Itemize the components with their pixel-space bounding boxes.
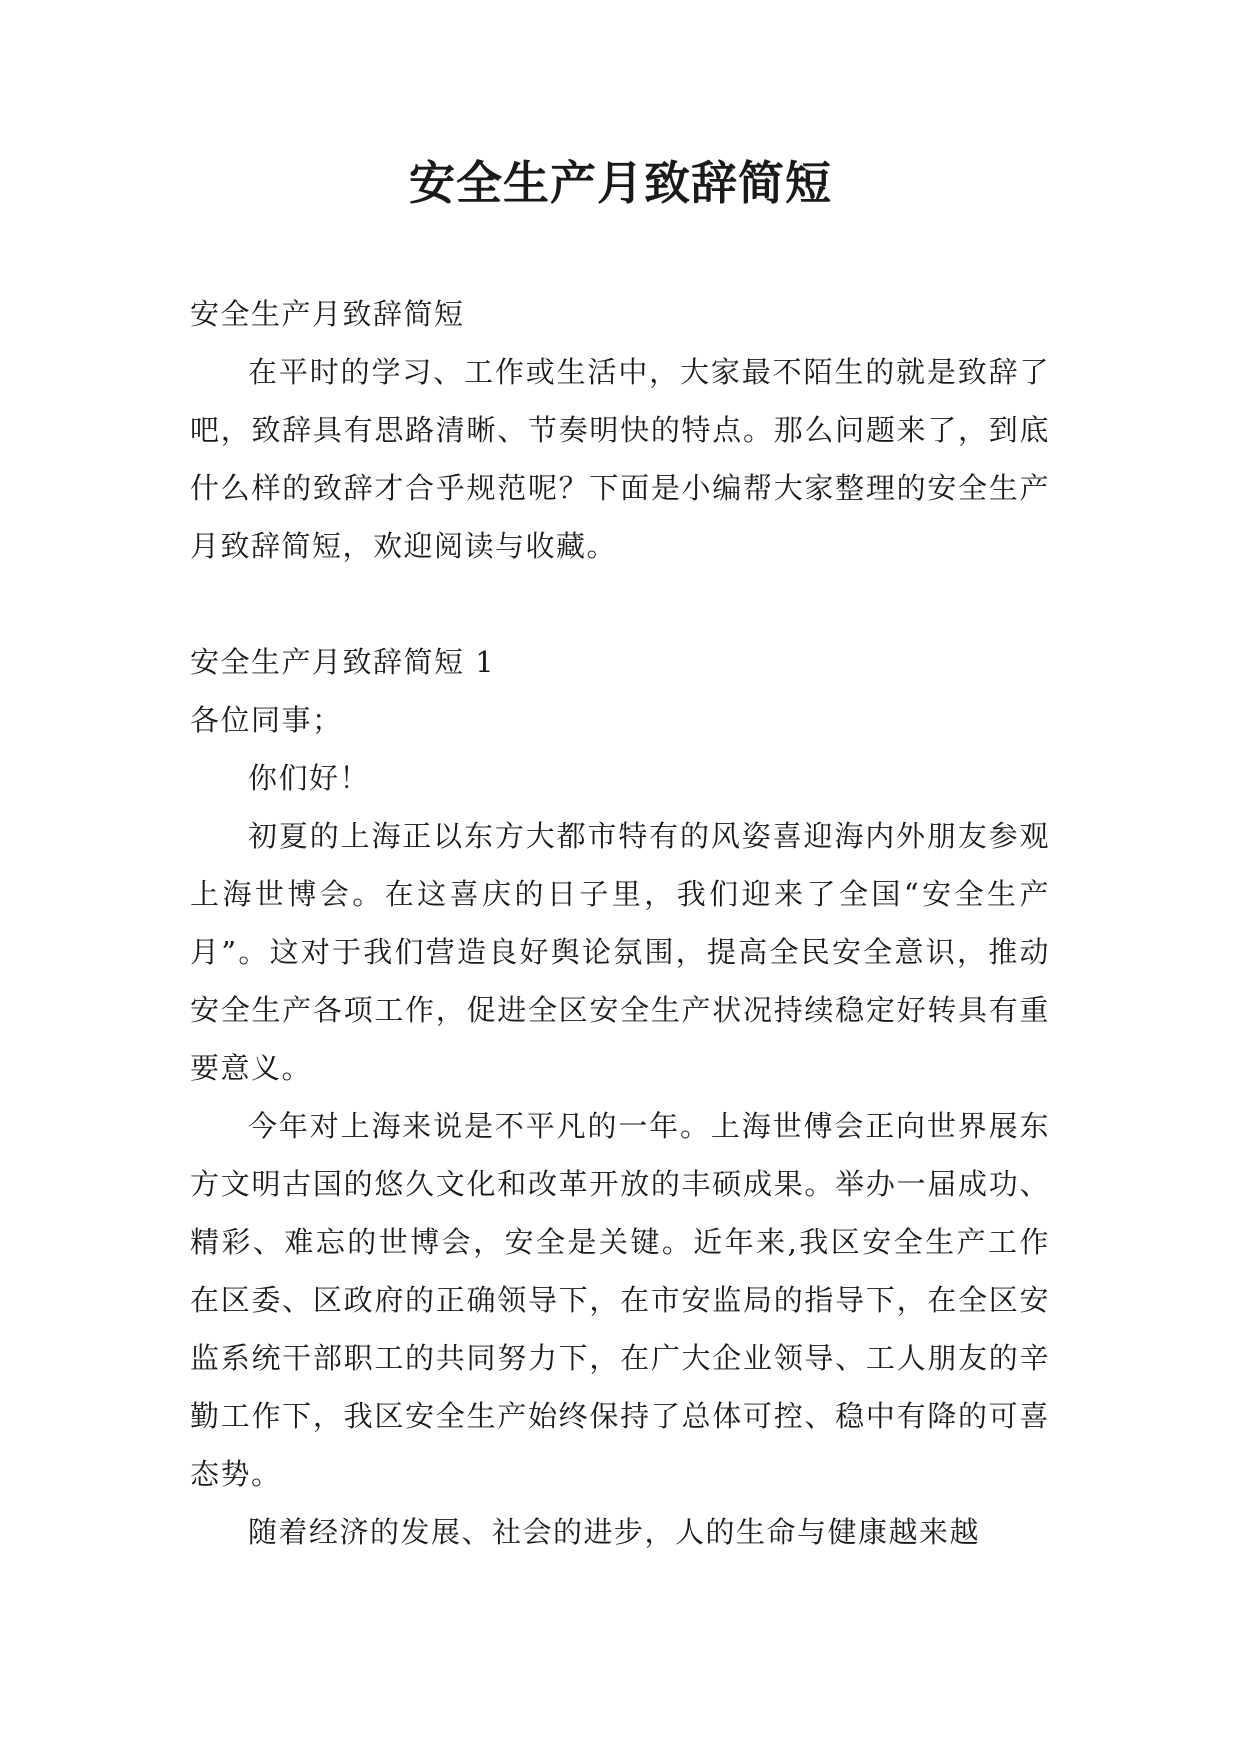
body-paragraph: 今年对上海来说是不平凡的一年。上海世傅会正向世界展东方文明古国的悠久文化和改革开放的丰硕成果。举办一届成功、精彩、难忘的世博会，安全是关键。近年来,我区安全生产工作在区委、区政府的正确领导下，在市安监局的指导下，在全区安监系统干部职工的共同努力下，在广大企业领导、工人朋友的辛勤工作下，我区安全生产始终保持了总体可控、稳中有降的可喜态势。 [190,1109,1050,1491]
salutation: 各位同事； [190,703,343,737]
greeting: 你们好！ [248,761,371,795]
document-title: 安全生产月致辞简短 [409,156,832,210]
section-heading: 安全生产月致辞简短 1 [190,645,496,679]
intro-heading: 安全生产月致辞简短 [190,297,465,331]
body-paragraph: 随着经济的发展、社会的进步，人的生命与健康越来越 [248,1515,981,1549]
intro-paragraph: 在平时的学习、工作或生活中，大家最不陌生的就是致辞了吧，致辞具有思路清晰、节奏明快的特点。那么问题来了，到底什么样的致辞才合乎规范呢？下面是小编帮大家整理的安全生产月致辞简短，欢迎阅读与收藏。 [190,355,1050,563]
section-spacer [190,575,1050,633]
body-paragraph: 初夏的上海正以东方大都市特有的风姿喜迎海内外朋友参观上海世博会。在这喜庆的日子里，我们迎来了全国“安全生产月”。这对于我们营造良好舆论氛围，提高全民安全意识，推动安全生产各项工作，促进全区安全生产状况持续稳定好转具有重要意义。 [190,819,1050,1085]
document-body [190,285,1050,1561]
